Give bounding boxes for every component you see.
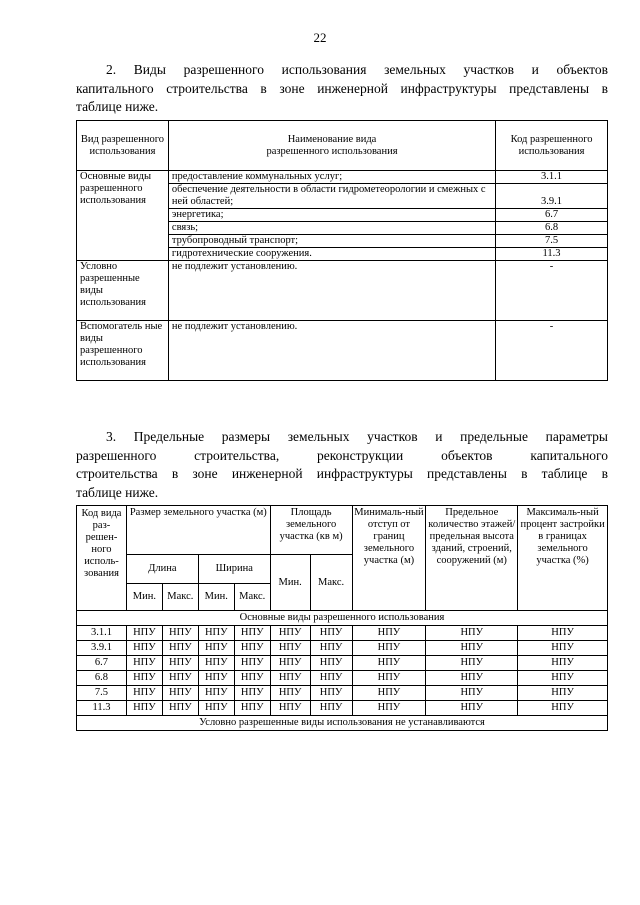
cell: НПУ (310, 671, 352, 686)
cell: НПУ (310, 686, 352, 701)
use-code: 11.3 (496, 248, 608, 261)
cell: НПУ (162, 686, 198, 701)
cell: НПУ (162, 656, 198, 671)
cell: НПУ (234, 626, 270, 641)
row-code: 6.7 (77, 656, 127, 671)
cell: НПУ (352, 626, 426, 641)
table-row (77, 641, 608, 656)
cell: НПУ (310, 656, 352, 671)
table1-header-row (77, 121, 608, 171)
cell: НПУ (126, 626, 162, 641)
limits-table (76, 505, 608, 731)
cell: НПУ (234, 641, 270, 656)
cell: НПУ (426, 686, 518, 701)
cell: НПУ (352, 701, 426, 716)
row-code: 3.9.1 (77, 641, 127, 656)
paragraph-3 (76, 428, 608, 502)
para3-line-1: 3. Предельные размеры земельных участков и предельные параметры (106, 429, 608, 444)
cell: НПУ (518, 626, 608, 641)
cell: НПУ (518, 701, 608, 716)
use-code: - (496, 261, 608, 321)
cell: НПУ (352, 686, 426, 701)
cell: НПУ (352, 671, 426, 686)
cell: НПУ (352, 641, 426, 656)
para3-line-2: разрешенного строительства, реконструкции объектов капитального (76, 447, 608, 463)
header-code: Код разрешенного использования (496, 121, 608, 171)
header-area: Площадь земельного участка (кв м) (270, 506, 352, 555)
use-code: 3.1.1 (496, 171, 608, 184)
cell: НПУ (310, 701, 352, 716)
cell: НПУ (162, 626, 198, 641)
cell: НПУ (270, 701, 310, 716)
cell: НПУ (352, 656, 426, 671)
use-name: не подлежит установлению. (168, 261, 495, 321)
header-area-min: Мин. (270, 555, 310, 611)
use-code: 6.8 (496, 222, 608, 235)
header-name-line1: Наименование вида (287, 133, 377, 145)
cell: НПУ (162, 701, 198, 716)
permitted-use-table (76, 120, 608, 381)
cell: НПУ (198, 656, 234, 671)
section-conditional: Условно разрешенные виды использования не устанавливаются (77, 716, 608, 731)
kind-main: Основные виды разрешенного использования (77, 171, 169, 261)
header-width-min: Мин. (198, 584, 234, 611)
table-row (77, 671, 608, 686)
cell: НПУ (126, 701, 162, 716)
header-length-min: Мин. (126, 584, 162, 611)
section-main: Основные виды разрешенного использования (77, 611, 608, 626)
cell: НПУ (234, 656, 270, 671)
cell: НПУ (162, 671, 198, 686)
use-code: 7.5 (496, 235, 608, 248)
section-row-conditional (77, 716, 608, 731)
cell: НПУ (198, 701, 234, 716)
cell: НПУ (518, 656, 608, 671)
cell: НПУ (126, 641, 162, 656)
cell: НПУ (426, 641, 518, 656)
para2-line-3: таблице ниже. (76, 99, 159, 114)
use-code: - (496, 321, 608, 381)
row-code: 3.1.1 (77, 626, 127, 641)
page-number: 22 (313, 30, 327, 45)
cell: НПУ (270, 686, 310, 701)
cell: НПУ (518, 686, 608, 701)
use-code: 6.7 (496, 209, 608, 222)
row-code: 7.5 (77, 686, 127, 701)
table-row (77, 321, 608, 381)
table-row (77, 701, 608, 716)
cell: НПУ (426, 626, 518, 641)
cell: НПУ (126, 656, 162, 671)
header-floors: Предельное количество этажей/ предельная высота зданий, строений, сооружений (м) (426, 506, 518, 611)
use-name: не подлежит установлению. (168, 321, 495, 381)
table-row (77, 261, 608, 321)
cell: НПУ (234, 686, 270, 701)
use-name: обеспечение деятельности в области гидрометеорологии и смежных с ней областей; (168, 184, 495, 209)
cell: НПУ (518, 641, 608, 656)
use-code: 3.9.1 (496, 184, 608, 209)
header-area-max: Макс. (310, 555, 352, 611)
cell: НПУ (270, 626, 310, 641)
table-row (77, 656, 608, 671)
cell: НПУ (270, 656, 310, 671)
header-coverage: Максималь-ный процент застройки в границах земельного участка (%) (518, 506, 608, 611)
para3-line-3: строительства в зоне инженерной инфраструктуры представлены в таблице в (76, 466, 608, 481)
cell: НПУ (270, 641, 310, 656)
kind-conditional: Условно разрешенные виды использования (77, 261, 169, 321)
use-name: связь; (168, 222, 495, 235)
table-row (77, 626, 608, 641)
cell: НПУ (198, 686, 234, 701)
cell: НПУ (234, 671, 270, 686)
cell: НПУ (234, 701, 270, 716)
header-name (168, 121, 495, 171)
cell: НПУ (126, 671, 162, 686)
header-length-max: Макс. (162, 584, 198, 611)
para2-line-1: 2. Виды разрешенного использования земельных участков и объектов (106, 62, 608, 77)
cell: НПУ (310, 641, 352, 656)
row-code: 6.8 (77, 671, 127, 686)
cell: НПУ (426, 671, 518, 686)
header-width-max: Макс. (234, 584, 270, 611)
cell: НПУ (198, 626, 234, 641)
cell: НПУ (518, 671, 608, 686)
table2-header-row-1 (77, 506, 608, 555)
section-row-main (77, 611, 608, 626)
header-length: Длина (126, 555, 198, 584)
para3-line-4: таблице ниже. (76, 484, 159, 500)
use-name: предоставление коммунальных услуг; (168, 171, 495, 184)
cell: НПУ (310, 626, 352, 641)
kind-auxiliary: Вспомогатель ные виды разрешенного использования (77, 321, 169, 381)
cell: НПУ (426, 656, 518, 671)
para2-line-2: капитального строительства в зоне инженерной инфраструктуры представлены в (76, 80, 608, 96)
cell: НПУ (426, 701, 518, 716)
table-row (77, 171, 608, 184)
cell: НПУ (198, 641, 234, 656)
table-row (77, 686, 608, 701)
cell: НПУ (198, 671, 234, 686)
cell: НПУ (162, 641, 198, 656)
header-kind: Вид разрешенного использования (77, 121, 169, 171)
use-name: энергетика; (168, 209, 495, 222)
header-name-line2: разрешенного использования (266, 145, 398, 157)
use-name: гидротехнические сооружения. (168, 248, 495, 261)
cell: НПУ (270, 671, 310, 686)
header-width: Ширина (198, 555, 270, 584)
row-code: 11.3 (77, 701, 127, 716)
header-code: Код вида раз-решен-ного исполь-зования (77, 506, 127, 611)
use-name: трубопроводный транспорт; (168, 235, 495, 248)
cell: НПУ (126, 686, 162, 701)
paragraph-2 (76, 61, 608, 117)
header-setback: Минималь-ный отступ от границ земельного участка (м) (352, 506, 426, 611)
header-size: Размер земельного участка (м) (126, 506, 270, 555)
